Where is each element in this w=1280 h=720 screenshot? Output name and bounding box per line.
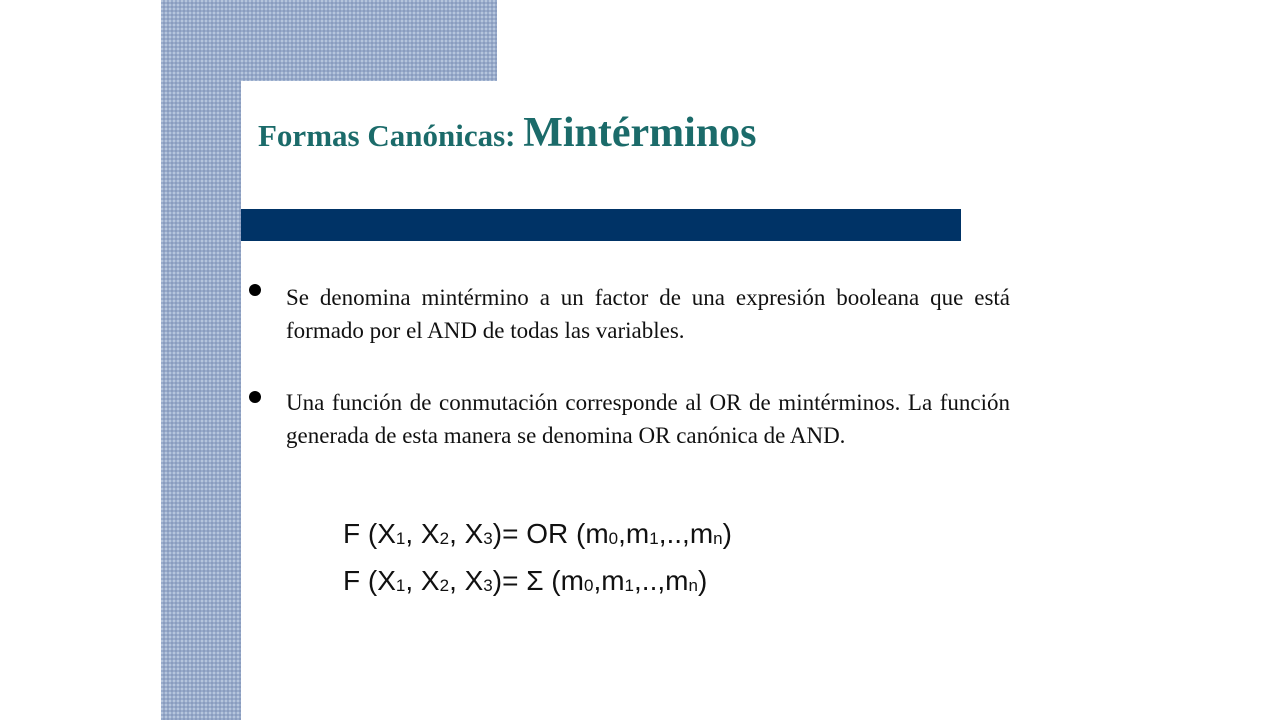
formula-sigma bbox=[343, 567, 707, 595]
formula-sigma-text: , X bbox=[405, 565, 440, 596]
bullet-dot-1 bbox=[249, 284, 261, 296]
bullet-text-1: Se denomina mintérmino a un factor de una expresión booleana que está formado por el AND de todas las variables. bbox=[286, 285, 1010, 343]
formula-or-text: ,m bbox=[618, 518, 650, 549]
formula-sigma-text: F (X bbox=[343, 565, 396, 596]
decorative-texture-band bbox=[161, 0, 241, 720]
formula-or-text: ,..,m bbox=[658, 518, 714, 549]
subscript: 3 bbox=[483, 529, 493, 548]
slide-title bbox=[258, 112, 757, 154]
formula-or-text: , X bbox=[449, 518, 484, 549]
subscript: n bbox=[713, 529, 723, 548]
formula-sigma-text: ) bbox=[697, 565, 708, 596]
decorative-texture-top bbox=[161, 0, 497, 81]
subscript: 2 bbox=[439, 529, 450, 548]
formula-or-text: F (X bbox=[343, 518, 396, 549]
subscript: 3 bbox=[483, 576, 493, 595]
formula-or-text: )= OR (m bbox=[492, 518, 609, 549]
bullet-dot-2 bbox=[249, 391, 261, 403]
subscript: 1 bbox=[624, 576, 635, 595]
subscript: 0 bbox=[608, 529, 619, 548]
title-underline-bar bbox=[241, 209, 961, 241]
bullet-text-2: Una función de conmutación corresponde al OR de mintérminos. La función generada de esta manera se denomina OR canónica de AND. bbox=[286, 390, 1010, 448]
title-prefix: Formas Canónicas: bbox=[258, 118, 524, 153]
subscript: 1 bbox=[395, 576, 406, 595]
formula-or-text: , X bbox=[405, 518, 440, 549]
subscript: n bbox=[688, 576, 698, 595]
formula-sigma-text: ,m bbox=[593, 565, 625, 596]
subscript: 2 bbox=[439, 576, 450, 595]
title-main: Mintérminos bbox=[523, 110, 757, 156]
subscript: 0 bbox=[583, 576, 594, 595]
formula-or bbox=[343, 520, 732, 548]
formula-sigma-text: )= Σ (m bbox=[492, 565, 584, 596]
formula-sigma-text: , X bbox=[449, 565, 484, 596]
subscript: 1 bbox=[395, 529, 406, 548]
subscript: 1 bbox=[649, 529, 659, 548]
formula-sigma-text: ,..,m bbox=[634, 565, 689, 596]
formula-or-text: ) bbox=[722, 518, 732, 549]
